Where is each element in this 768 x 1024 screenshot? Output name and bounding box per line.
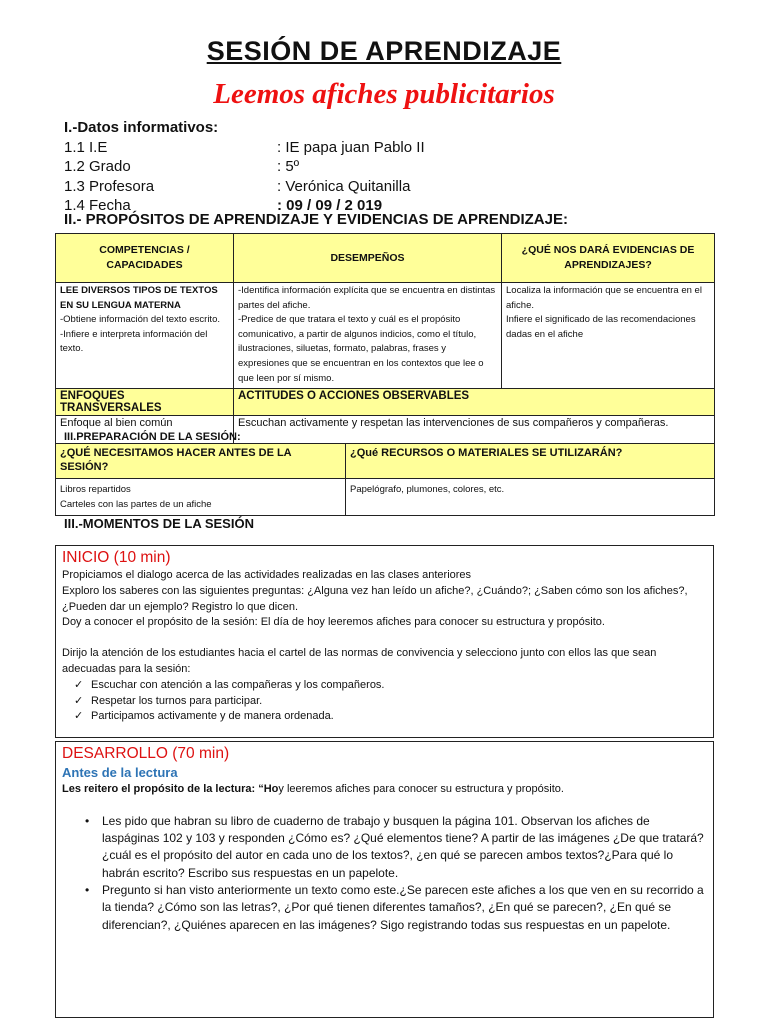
list-item: [74, 709, 707, 725]
norma-text: Respetar los turnos para participar.: [91, 694, 263, 707]
momentos-heading: III.-MOMENTOS DE LA SESIÓN: [64, 516, 254, 531]
desempeno-item: -Predice de que tratara el texto y cuál es el propósito comunicativo, a partir de algunos indicios, como el título, ilustraciones, siluetas, formato, palabras, frases y expresiones que se encuentran en los contextos que lee o que leen por sí mismo.: [238, 314, 484, 384]
list-item: [74, 694, 707, 710]
document-title: SESIÓN DE APRENDIZAJE: [206, 36, 562, 66]
datos-value: : 5º: [277, 158, 300, 175]
check-icon: ✓: [74, 694, 84, 707]
bullet-icon: •: [85, 882, 90, 897]
propositos-table: [55, 233, 715, 447]
table-header-row: [56, 444, 715, 479]
recursos-cell: Papelógrafo, plumones, colores, etc.: [346, 479, 715, 516]
col-competencias: COMPETENCIAS / CAPACIDADES: [56, 234, 234, 283]
inicio-title: INICIO (10 min): [62, 549, 171, 566]
datos-key: 1.2 Grado: [64, 158, 131, 175]
desempeno-cell: [234, 283, 502, 389]
table-row: [56, 479, 715, 516]
list-item: [85, 882, 707, 934]
datos-heading: I.-Datos informativos:: [64, 119, 219, 136]
normas-list: [62, 678, 707, 725]
datos-row-profesora: [64, 177, 425, 197]
check-icon: ✓: [74, 710, 84, 723]
enfoques-label: ENFOQUES TRANSVERSALES: [56, 389, 234, 416]
bullet-text: Pregunto si han visto anteriormente un texto como este.¿Se parecen este afiches a los que ven en su recorrido a la tienda? ¿Cómo son las letras?, ¿Por qué tienen diferentes tamaños?, ¿En qué se parecen?, ¿En qué se diferencian?, ¿Quiénes aparecen en las imágenes? Sigo registrando todas sus respuestas en un papelote.: [102, 882, 704, 932]
competencia-cell: [56, 283, 234, 389]
desarrollo-purpose: [62, 782, 707, 798]
preparacion-heading: III.PREPARACIÓN DE LA SESIÓN:: [64, 431, 241, 443]
bullet-icon: •: [85, 813, 90, 828]
datos-key: 1.3 Profesora: [64, 177, 155, 195]
actitud-value: Escuchan activamente y respetan las intervenciones de sus compañeros y compañeras.: [234, 416, 715, 447]
preparacion-table: [55, 443, 715, 516]
actitudes-label: ACTITUDES O ACCIONES OBSERVABLES: [234, 389, 715, 416]
desarrollo-box: [55, 741, 714, 1018]
col-evidencias: ¿QUÉ NOS DARÁ EVIDENCIAS DE APRENDIZAJES?: [502, 234, 715, 283]
datos-row-ie: [64, 138, 425, 158]
list-item: [74, 678, 707, 694]
competencia-capacidad: -Obtiene información del texto escrito.: [60, 314, 220, 326]
col-desempenos: DESEMPEÑOS: [234, 234, 502, 283]
list-item: [85, 813, 707, 882]
inicio-paragraph: Propiciamos el dialogo acerca de las actividades realizadas en las clases anteriores: [62, 569, 472, 581]
competencia-title: LEE DIVERSOS TIPOS DE TEXTOS EN SU LENGUA MATERNA: [60, 285, 218, 311]
desarrollo-title: DESARROLLO (70 min): [62, 745, 230, 762]
check-icon: ✓: [74, 678, 84, 691]
table-row: [56, 283, 715, 389]
evidencia-item: Infiere el significado de las recomendaciones dadas en el afiche: [506, 314, 696, 340]
datos-value: : 09 / 09 / 2 019: [277, 197, 383, 214]
purpose-lead: Les reitero el propósito de la lectura: “Ho: [62, 783, 279, 795]
datos-row-grado: [64, 157, 425, 177]
datos-key: 1.1 I.E: [64, 138, 108, 156]
antes-item: Libros repartidos: [60, 484, 131, 495]
datos-value: : IE papa juan Pablo II: [277, 138, 425, 156]
datos-informativos: [64, 118, 425, 216]
datos-key: 1.4 Fecha: [64, 197, 131, 214]
propositos-heading: II.- PROPÓSITOS DE APRENDIZAJE Y EVIDENCIAS DE APRENDIZAJE:: [64, 211, 568, 228]
document-subtitle: Leemos afiches publicitarios: [213, 78, 555, 110]
table-header-row: [56, 389, 715, 416]
enfoque-value: Enfoque al bien común: [56, 416, 234, 447]
competencia-capacidad: -Infiere e interpreta información del texto.: [60, 328, 208, 355]
col-recursos: ¿Qué RECURSOS O MATERIALES SE UTILIZARÁN?: [346, 444, 715, 479]
evidencia-item: Localiza la información que se encuentra en el afiche.: [506, 285, 702, 311]
norma-text: Participamos activamente y de manera ordenada.: [91, 710, 334, 723]
desarrollo-list: [62, 813, 707, 934]
inicio-paragraph: Doy a conocer el propósito de la sesión: El día de hoy leeremos afiches para conocer su estructura y propósito.: [62, 616, 605, 629]
table-header-row: [56, 234, 715, 283]
desarrollo-subtitle: Antes de la lectura: [62, 765, 178, 780]
desempeno-item: -Identifica información explícita que se encuentra en distintas partes del afiche.: [238, 285, 496, 311]
antes-cell: [56, 479, 346, 516]
norma-text: Escuchar con atención a las compañeras y los compañeros.: [91, 678, 385, 691]
purpose-rest: y leeremos afiches para conocer su estructura y propósito.: [278, 783, 564, 795]
inicio-paragraph: Dirijo la atención de los estudiantes hacia el cartel de las normas de convivencia y selecciono junto con ellos las que sean adecuadas para la sesión:: [62, 647, 657, 675]
bullet-text: Les pido que habran su libro de cuaderno de trabajo y busquen la página 101. Observan los afiches de laspáginas 102 y 103 y responden ¿Cómo es? ¿Qué elementos tiene? A partir de las imágenes ¿De que tratará? ¿cuál es el propósito del autor en cada uno de los textos?, ¿en qué se parecen ambos textos?¿Para qué lo habrán escrito? Escribo sus respuestas en un papelote.: [102, 813, 704, 880]
evidencia-cell: [502, 283, 715, 389]
col-antes: ¿QUÉ NECESITAMOS HACER ANTES DE LA SESIÓN?: [56, 444, 346, 479]
inicio-box: [55, 545, 714, 738]
inicio-paragraph: Exploro los saberes con las siguientes preguntas: ¿Alguna vez han leído un afiche?, ¿Cuándo?; ¿Saben cómo son los afiches?, ¿Pueden dar un ejemplo? Registro lo que dicen.: [62, 584, 688, 613]
antes-item: Carteles con las partes de un afiche: [60, 499, 212, 510]
datos-value: : Verónica Quitanilla: [277, 177, 411, 195]
